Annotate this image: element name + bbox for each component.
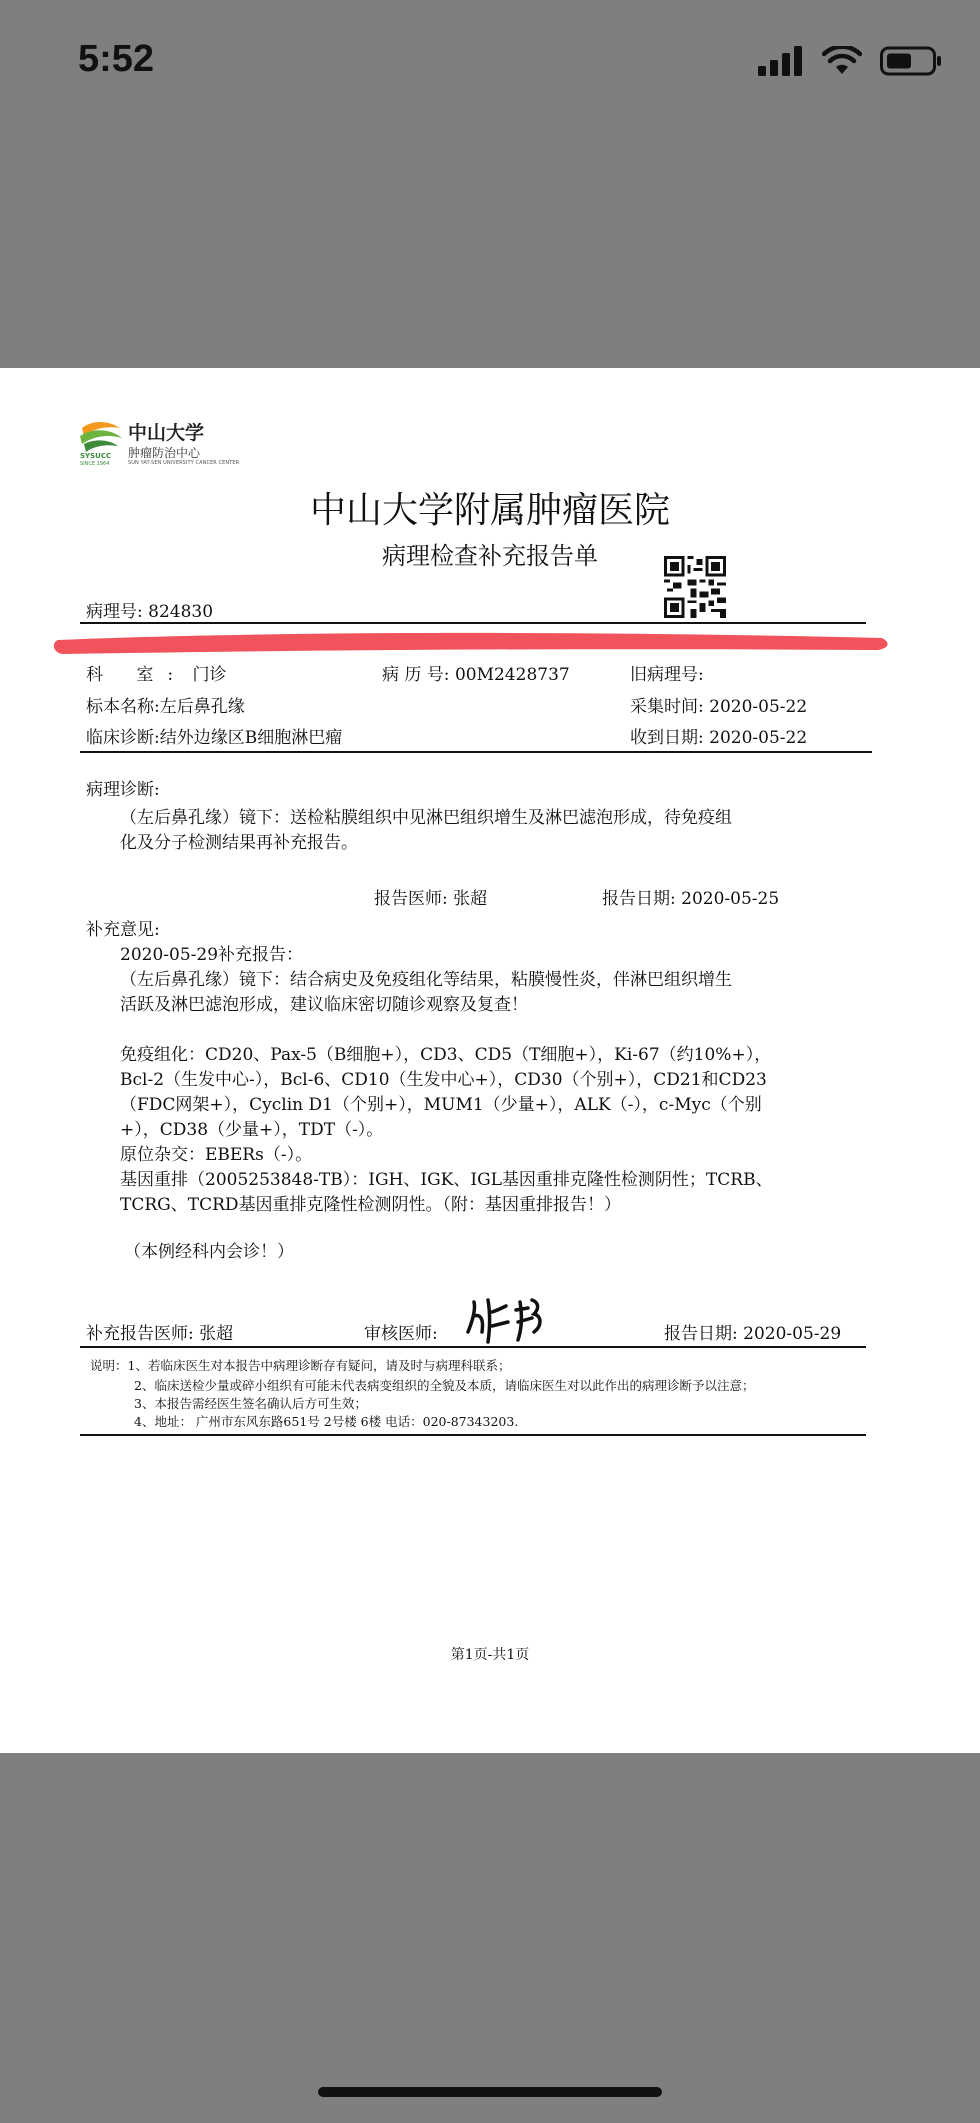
supplementary-line: 活跃及淋巴滤泡形成，建议临床密切随诊观察及复查！ bbox=[120, 995, 528, 1015]
divider-info bbox=[80, 751, 872, 753]
supplementary-heading: 补充意见: bbox=[86, 920, 160, 940]
pathology-diagnosis-line: （左后鼻孔缘）镜下：送检粘膜组织中见淋巴组织增生及淋巴滤泡形成，待免疫组 bbox=[120, 808, 732, 828]
specimen-value: 左后鼻孔缘 bbox=[159, 697, 245, 717]
signal-icon bbox=[758, 46, 804, 76]
supplementary-line: TCRG、TCRD基因重排克隆性检测阴性。（附：基因重排报告！） bbox=[120, 1195, 622, 1215]
department-value: 门诊 bbox=[192, 665, 227, 685]
note-line: 2、临床送检少量或碎小组织有可能未代表病变组织的全貌及本质，请临床医生对以此作出的病理诊断予以注意； bbox=[134, 1378, 755, 1393]
wifi-icon bbox=[822, 46, 862, 76]
note-line: 说明：1、若临床医生对本报告中病理诊断存有疑问，请及时与病理科联系； bbox=[90, 1358, 511, 1373]
department-label: 科 室: 门诊 bbox=[86, 665, 227, 685]
pathology-diagnosis-line: 化及分子检测结果再补充报告。 bbox=[120, 833, 358, 853]
reviewer-label: 审核医师: bbox=[364, 1324, 438, 1344]
pathology-number-label: 病理号: 824830 bbox=[86, 602, 214, 622]
logo-university-name: 中山大学 bbox=[128, 422, 205, 444]
divider-signature bbox=[80, 1346, 866, 1348]
supplementary-line: 免疫组化：CD20、Pax-5（B细胞+），CD3、CD5（T细胞+），Ki-67（约10%+）， bbox=[120, 1045, 772, 1065]
page-number: 第1页-共1页 bbox=[450, 1647, 530, 1663]
status-time: 5:52 bbox=[78, 38, 155, 80]
battery-icon bbox=[880, 46, 942, 76]
record-number-value: 00M2428737 bbox=[454, 665, 570, 685]
logo-since: SINCE 1964 bbox=[80, 461, 110, 467]
record-number-label: 病 历 号: 00M2428737 bbox=[382, 665, 570, 685]
report-title: 病理检查补充报告单 bbox=[382, 542, 598, 570]
supplementary-line: （FDC网架+），Cyclin D1（个别+），MUM1（少量+），ALK（-），c-Myc（个别 bbox=[120, 1095, 762, 1115]
specimen-label: 标本名称:左后鼻孔缘 bbox=[86, 697, 245, 717]
supplementary-line: +），CD38（少量+），TDT（-）。 bbox=[120, 1120, 384, 1140]
supplementary-line: Bcl-2（生发中心-），Bcl-6、CD10（生发中心+），CD30（个别+），CD21和CD23 bbox=[120, 1070, 767, 1090]
note-line: 3、本报告需经医生签名确认后方可生效； bbox=[134, 1396, 367, 1411]
supplementary-line: 2020-05-29补充报告： bbox=[120, 945, 304, 965]
redaction-mark bbox=[52, 626, 894, 658]
divider-notes bbox=[80, 1434, 866, 1436]
report-date-value: 2020-05-25 bbox=[681, 889, 780, 909]
clinical-diagnosis-value: 结外边缘区B细胞淋巴瘤 bbox=[159, 728, 343, 748]
collect-time-label: 采集时间: 2020-05-22 bbox=[630, 697, 808, 717]
report-date-label: 报告日期: 2020-05-25 bbox=[602, 889, 780, 909]
supplementary-line: 原位杂交：EBERs（-）。 bbox=[120, 1145, 313, 1165]
home-indicator[interactable] bbox=[318, 2087, 662, 2097]
note-line: 4、地址： 广州市东风东路651号 2号楼 6楼 电话：020-87343203. bbox=[134, 1414, 519, 1429]
pathology-number-value: 824830 bbox=[148, 602, 214, 622]
supplementary-line: （本例经科内会诊！） bbox=[124, 1242, 294, 1262]
supp-doctor-label: 补充报告医师: 张超 bbox=[86, 1324, 234, 1344]
divider-top bbox=[80, 622, 866, 624]
supplementary-line: （左后鼻孔缘）镜下：结合病史及免疫组化等结果，粘膜慢性炎，伴淋巴组织增生 bbox=[120, 970, 732, 990]
report-doctor-label: 报告医师: 张超 bbox=[374, 889, 488, 909]
received-date-label: 收到日期: 2020-05-22 bbox=[630, 728, 808, 748]
supplementary-line: 基因重排（2005253848-TB）：IGH、IGK、IGL基因重排克隆性检测阴性；TCRB、 bbox=[120, 1170, 773, 1190]
reviewer-signature bbox=[462, 1292, 558, 1350]
pathology-diagnosis-heading: 病理诊断: bbox=[86, 780, 160, 800]
collect-time-value: 2020-05-22 bbox=[709, 697, 808, 717]
received-date-value: 2020-05-22 bbox=[709, 728, 808, 748]
hospital-title: 中山大学附属肿瘤医院 bbox=[309, 490, 670, 531]
supp-date-value: 2020-05-29 bbox=[743, 1324, 842, 1344]
clinical-diagnosis-label: 临床诊断:结外边缘区B细胞淋巴瘤 bbox=[86, 728, 343, 748]
report-doctor-value: 张超 bbox=[453, 889, 488, 909]
old-pathology-label: 旧病理号: bbox=[630, 665, 704, 685]
supp-date-label: 报告日期: 2020-05-29 bbox=[664, 1324, 842, 1344]
supp-doctor-value: 张超 bbox=[199, 1324, 234, 1344]
logo-english-name: SUN YAT-SEN UNIVERSITY CANCER CENTER bbox=[128, 460, 240, 466]
logo-sysucc: SYSUCC bbox=[80, 452, 112, 460]
status-icons bbox=[758, 44, 942, 78]
qr-code-icon bbox=[664, 556, 726, 618]
logo-center-name: 肿瘤防治中心 bbox=[128, 446, 201, 460]
status-bar bbox=[0, 0, 980, 120]
